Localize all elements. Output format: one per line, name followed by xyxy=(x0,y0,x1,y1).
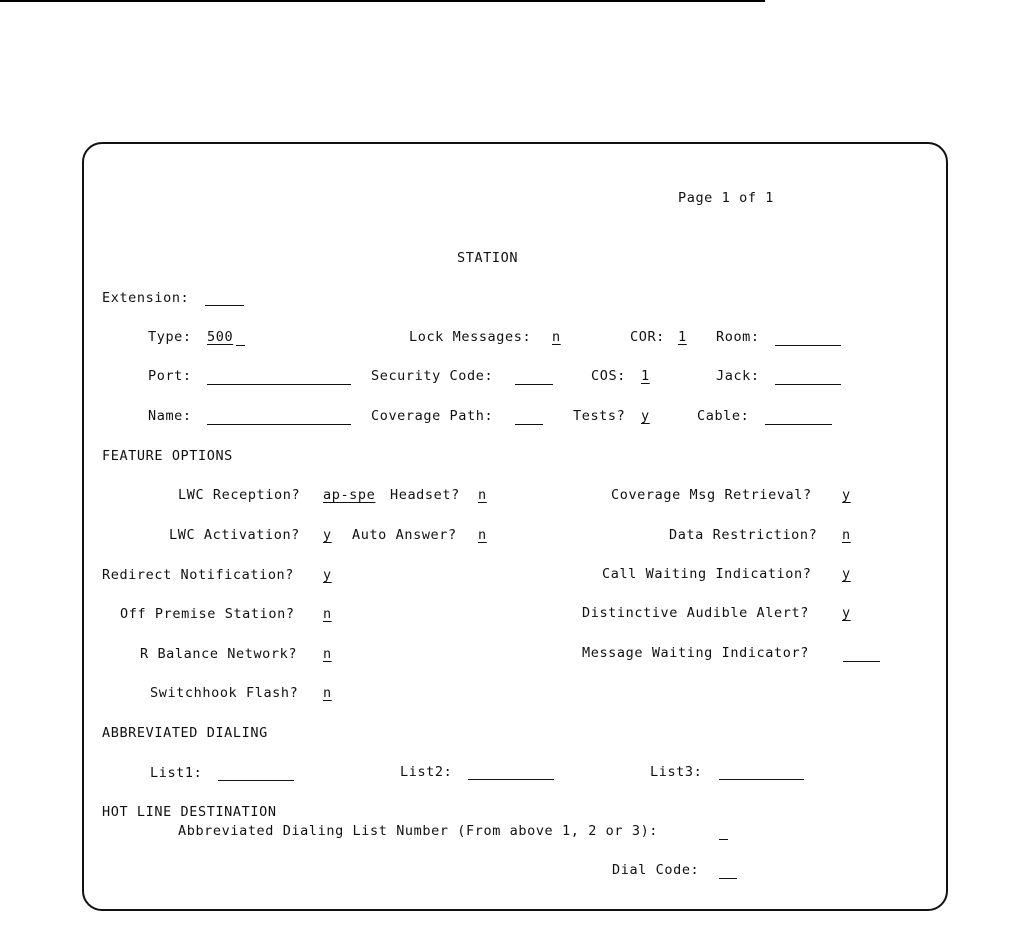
data-restriction-field[interactable]: n xyxy=(842,527,851,543)
message-waiting-indicator-label: Message Waiting Indicator? xyxy=(582,645,809,661)
headset-label: Headset? xyxy=(390,487,460,503)
dial-code-field[interactable] xyxy=(719,878,737,879)
abbreviated-dialing-heading: ABBREVIATED DIALING xyxy=(102,725,268,741)
message-waiting-indicator-field[interactable] xyxy=(843,661,880,662)
redirect-notification-field[interactable]: y xyxy=(323,567,332,583)
page-indicator: Page 1 of 1 xyxy=(678,190,775,206)
lwc-activation-label: LWC Activation? xyxy=(169,527,300,543)
cos-field[interactable]: 1 xyxy=(641,368,650,384)
list2-label: List2: xyxy=(400,764,453,780)
type-field[interactable]: 500 xyxy=(207,329,234,345)
room-label: Room: xyxy=(716,329,760,345)
room-field[interactable] xyxy=(775,345,841,346)
security-code-field[interactable] xyxy=(515,384,553,385)
lock-messages-label: Lock Messages: xyxy=(409,329,532,345)
off-premise-station-field[interactable]: n xyxy=(323,606,332,622)
port-label: Port: xyxy=(148,368,192,384)
distinctive-audible-alert-label: Distinctive Audible Alert? xyxy=(582,605,809,621)
coverage-path-label: Coverage Path: xyxy=(371,408,494,424)
data-restriction-label: Data Restriction? xyxy=(669,527,818,543)
coverage-path-field[interactable] xyxy=(515,424,543,425)
r-balance-network-field[interactable]: n xyxy=(323,646,332,662)
page-top-rule xyxy=(0,0,765,2)
list2-field[interactable] xyxy=(468,779,554,780)
redirect-notification-label: Redirect Notification? xyxy=(102,567,295,583)
cable-field[interactable] xyxy=(765,424,832,425)
type-field-padding xyxy=(236,345,245,346)
name-label: Name: xyxy=(148,408,192,424)
form-title: STATION xyxy=(457,250,519,266)
feature-options-heading: FEATURE OPTIONS xyxy=(102,448,233,464)
lock-messages-field[interactable]: n xyxy=(552,329,561,345)
distinctive-audible-alert-field[interactable]: y xyxy=(842,605,851,621)
auto-answer-field[interactable]: n xyxy=(478,527,487,543)
hot-line-destination-heading: HOT LINE DESTINATION xyxy=(102,804,277,820)
call-waiting-indication-label: Call Waiting Indication? xyxy=(602,566,812,582)
name-field[interactable] xyxy=(207,424,351,425)
lwc-reception-field[interactable]: ap-spe xyxy=(323,487,376,503)
dial-code-label: Dial Code: xyxy=(612,862,700,878)
jack-field[interactable] xyxy=(775,384,841,385)
auto-answer-label: Auto Answer? xyxy=(352,527,457,543)
switchhook-flash-label: Switchhook Flash? xyxy=(150,685,299,701)
cos-label: COS: xyxy=(591,368,626,384)
jack-label: Jack: xyxy=(716,368,760,384)
type-label: Type: xyxy=(148,329,192,345)
list3-field[interactable] xyxy=(719,779,804,780)
cable-label: Cable: xyxy=(697,408,750,424)
list-number-field[interactable] xyxy=(719,839,728,840)
extension-label: Extension: xyxy=(102,290,190,306)
lwc-activation-field[interactable]: y xyxy=(323,527,332,543)
list-number-label: Abbreviated Dialing List Number (From above 1, 2 or 3): xyxy=(178,823,659,839)
call-waiting-indication-field[interactable]: y xyxy=(842,566,851,582)
extension-field[interactable] xyxy=(205,305,244,306)
tests-label: Tests? xyxy=(573,408,626,424)
coverage-msg-retrieval-label: Coverage Msg Retrieval? xyxy=(611,487,812,503)
cor-label: COR: xyxy=(630,329,665,345)
headset-field[interactable]: n xyxy=(478,487,487,503)
off-premise-station-label: Off Premise Station? xyxy=(120,606,295,622)
coverage-msg-retrieval-field[interactable]: y xyxy=(842,487,851,503)
cor-field[interactable]: 1 xyxy=(678,329,687,345)
list1-field[interactable] xyxy=(218,780,294,781)
switchhook-flash-field[interactable]: n xyxy=(323,685,332,701)
tests-field[interactable]: y xyxy=(641,408,650,424)
r-balance-network-label: R Balance Network? xyxy=(140,646,298,662)
security-code-label: Security Code: xyxy=(371,368,494,384)
port-field[interactable] xyxy=(207,384,351,385)
list1-label: List1: xyxy=(150,765,203,781)
list3-label: List3: xyxy=(650,764,703,780)
lwc-reception-label: LWC Reception? xyxy=(178,487,301,503)
